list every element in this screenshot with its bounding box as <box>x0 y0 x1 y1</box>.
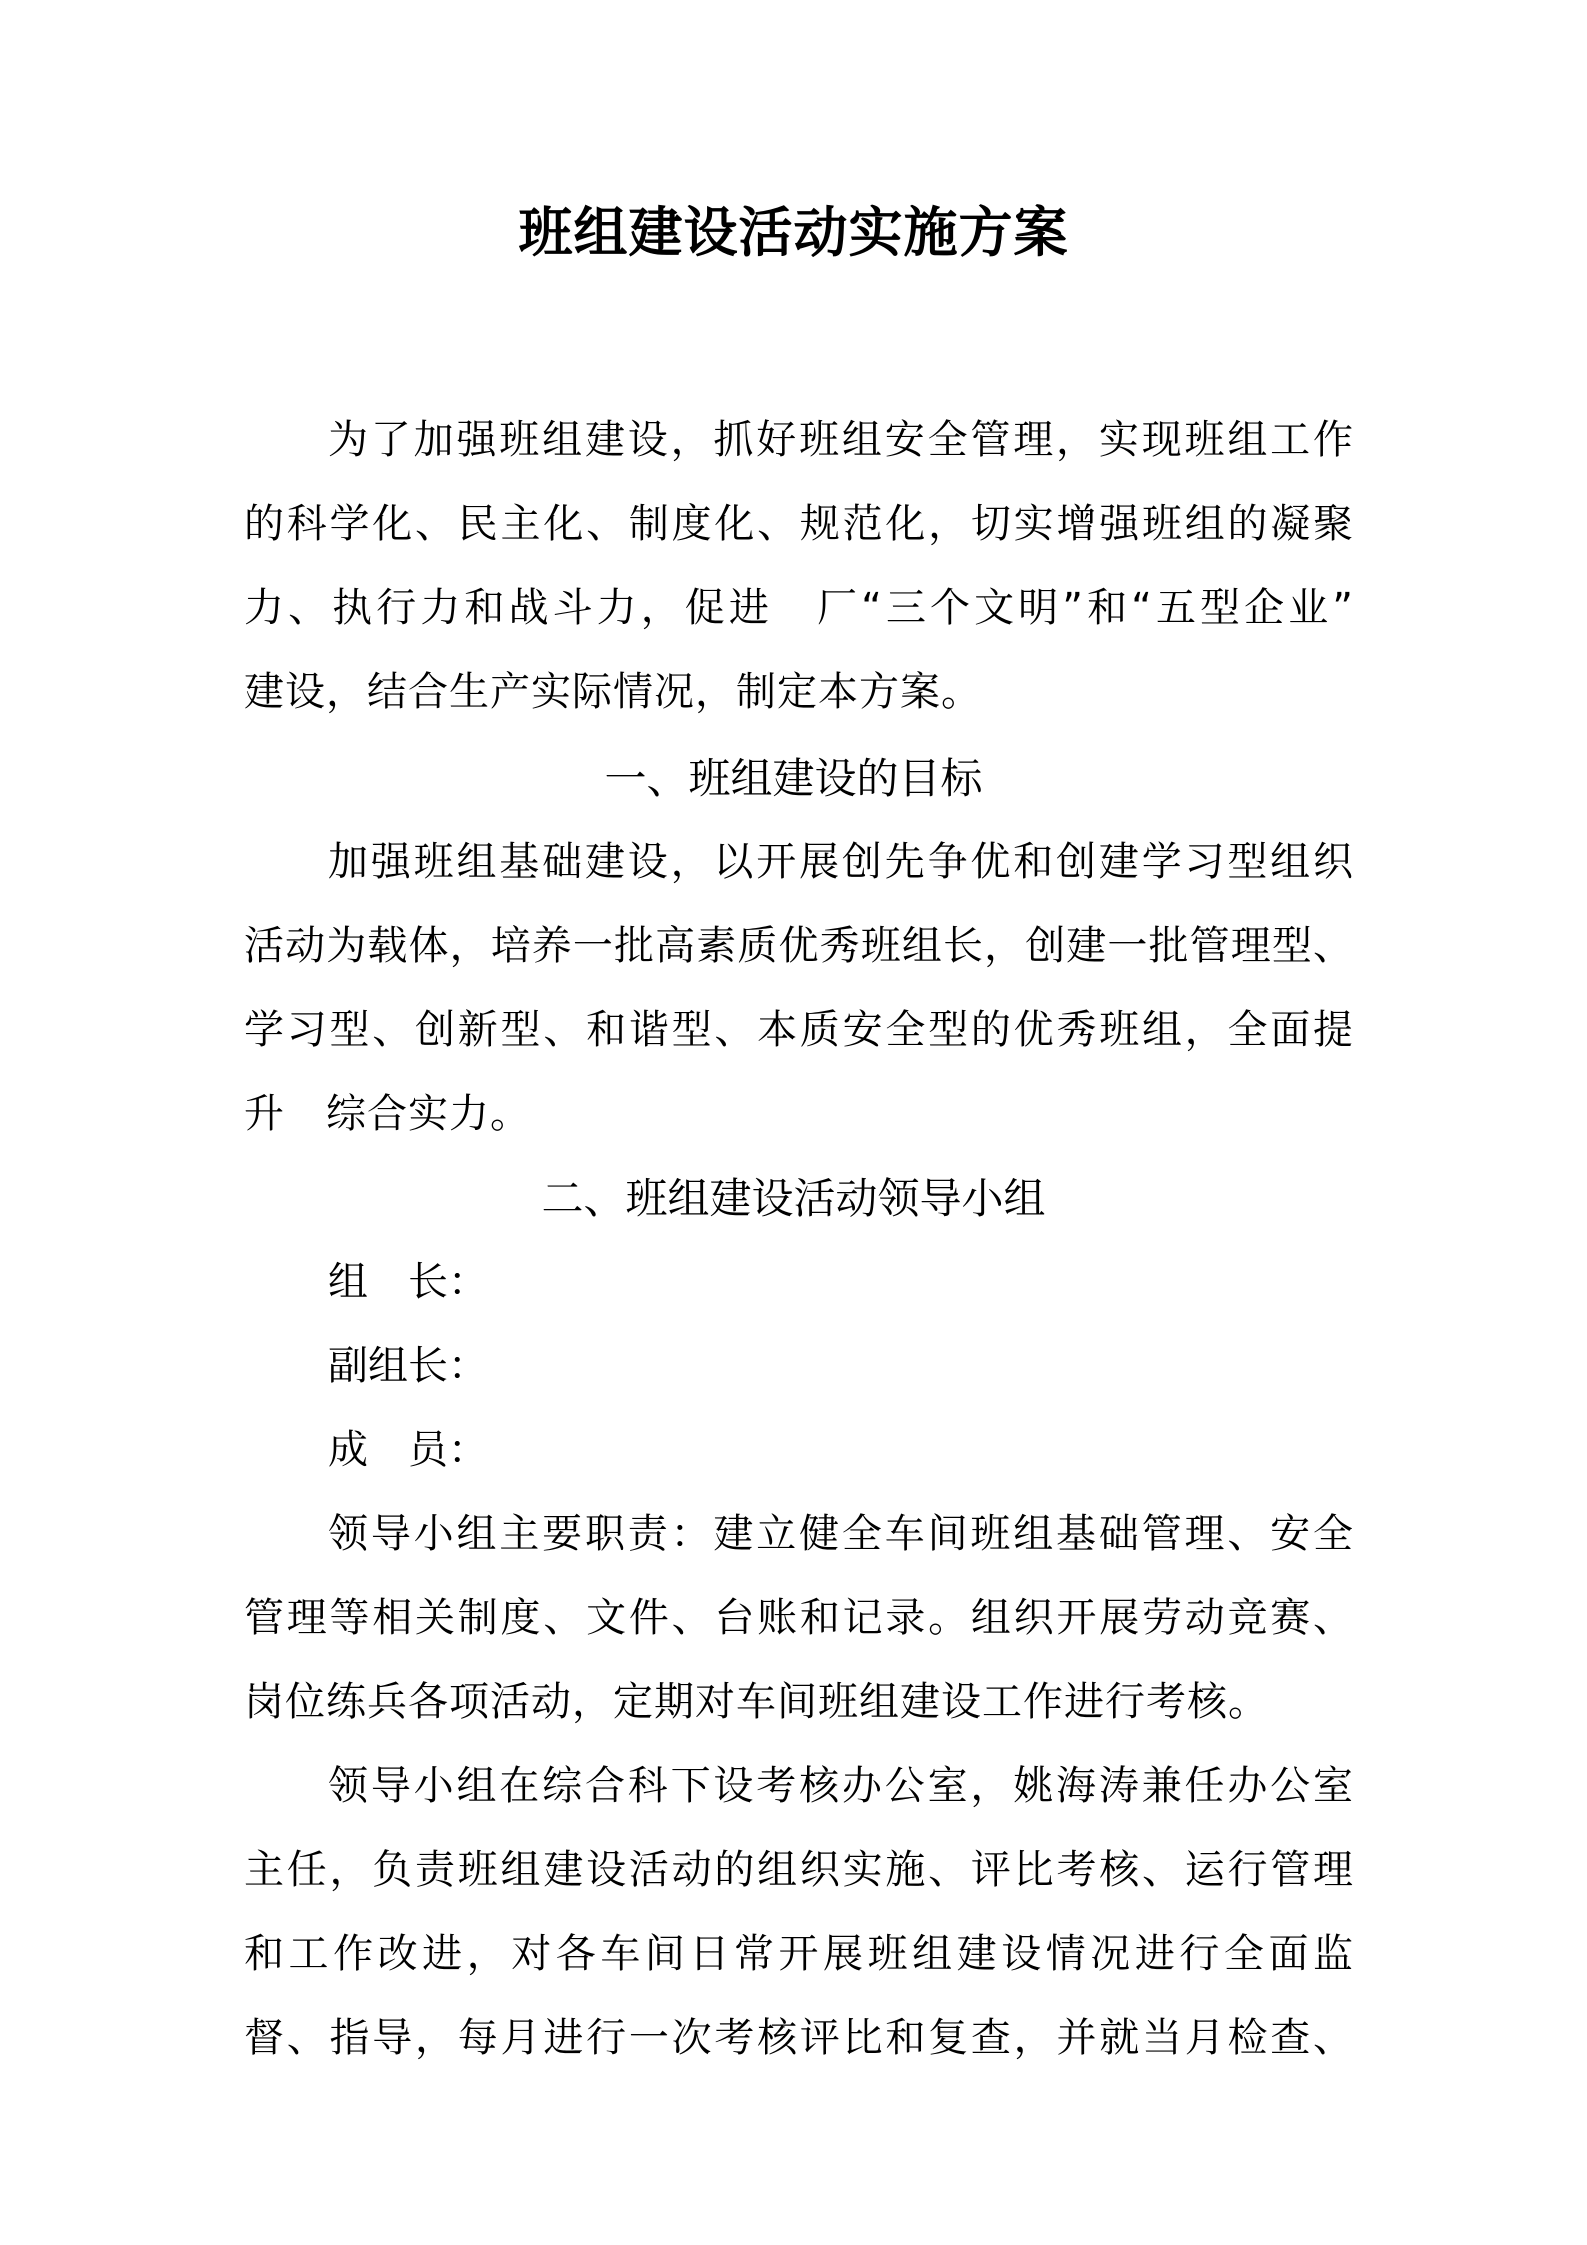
duties-line: 领导小组主要职责：建立健全车间班组基础管理、安全 <box>328 1511 1354 1557</box>
intro-line: 力、执行力和战斗力，促进 厂“三个文明”和“五型企业” <box>244 585 1354 631</box>
role-deputy-leader: 副组长： <box>328 1343 488 1389</box>
duties-line: 岗位练兵各项活动，定期对车间班组建设工作进行考核。 <box>244 1679 1269 1725</box>
goals-line: 活动为载体，培养一批高素质优秀班组长，创建一批管理型、 <box>244 923 1354 969</box>
role-leader: 组 长： <box>328 1259 488 1305</box>
office-line: 和工作改进，对各车间日常开展班组建设情况进行全面监 <box>244 1931 1354 1977</box>
role-members: 成 员： <box>328 1427 488 1473</box>
section-heading-goals: 一、班组建设的目标 <box>604 755 983 802</box>
document-title: 班组建设活动实施方案 <box>518 200 1069 264</box>
office-line: 督、指导，每月进行一次考核评比和复查，并就当月检查、 <box>244 2015 1354 2061</box>
office-line: 领导小组在综合科下设考核办公室，姚海涛兼任办公室 <box>328 1763 1354 1809</box>
intro-line: 的科学化、民主化、制度化、规范化，切实增强班组的凝聚 <box>244 501 1354 547</box>
goals-line: 加强班组基础建设，以开展创先争优和创建学习型组织 <box>328 839 1354 885</box>
section-heading-leadership: 二、班组建设活动领导小组 <box>541 1175 1046 1222</box>
duties-line: 管理等相关制度、文件、台账和记录。组织开展劳动竞赛、 <box>244 1595 1354 1641</box>
intro-line: 为了加强班组建设，抓好班组安全管理，实现班组工作 <box>328 417 1354 463</box>
goals-line: 学习型、创新型、和谐型、本质安全型的优秀班组，全面提 <box>244 1007 1354 1053</box>
goals-line: 升 综合实力。 <box>244 1091 531 1137</box>
office-line: 主任，负责班组建设活动的组织实施、评比考核、运行管理 <box>244 1847 1354 1893</box>
intro-line: 建设，结合生产实际情况，制定本方案。 <box>244 669 982 715</box>
